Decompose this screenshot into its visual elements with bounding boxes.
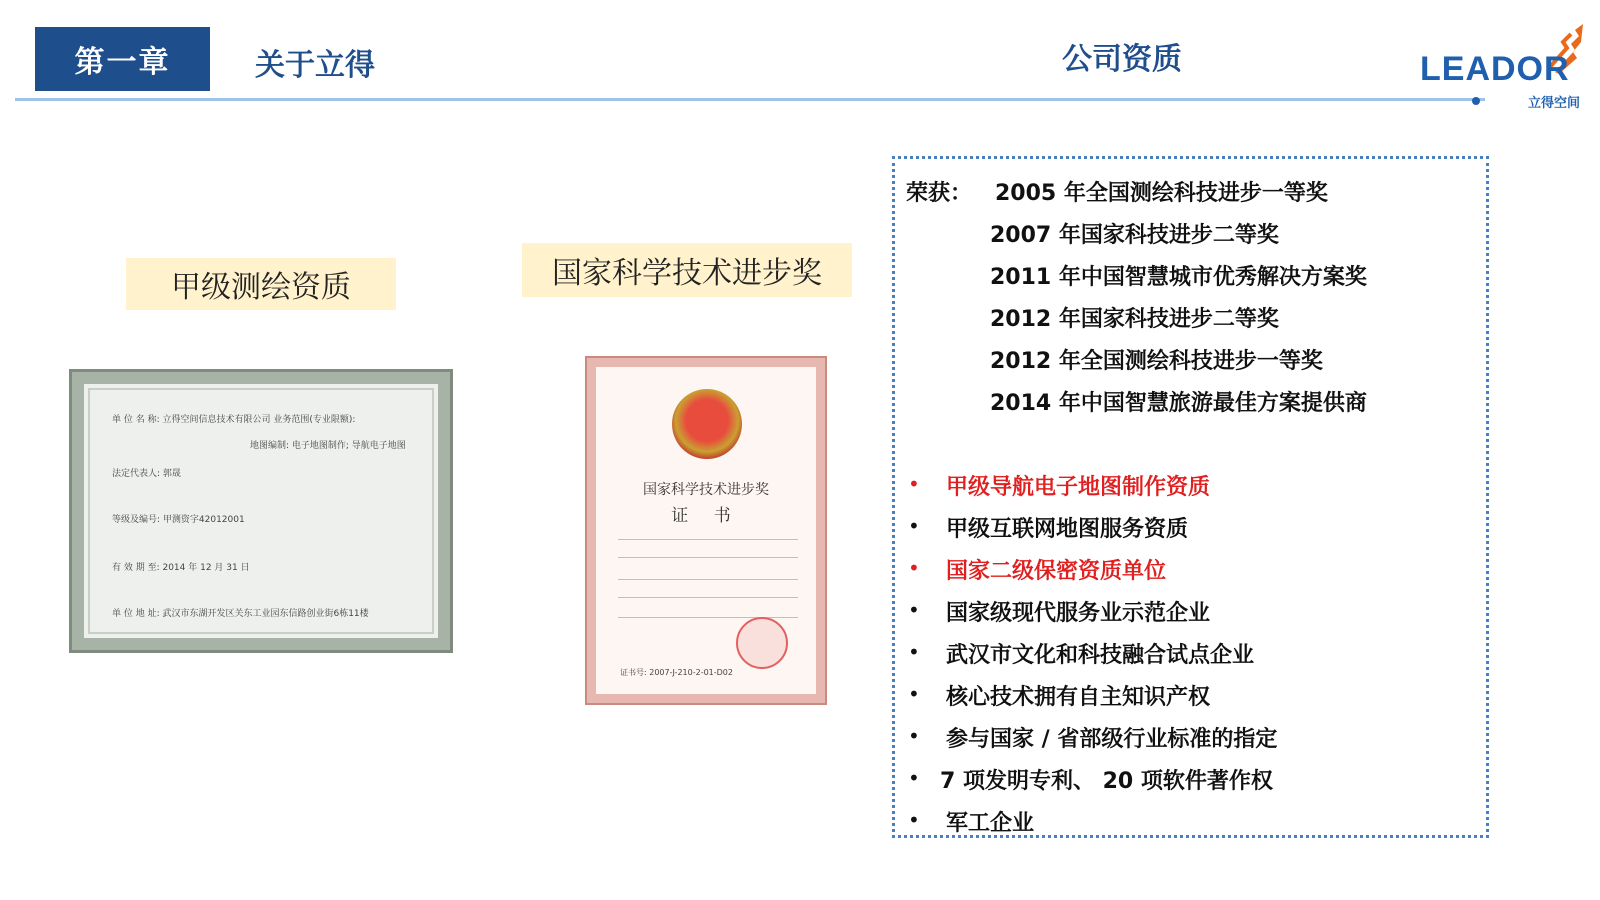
awards-prefix: 荣获： bbox=[906, 181, 973, 206]
page-title: 公司资质 bbox=[1062, 42, 1182, 77]
award-item: 2012 年全国测绘科技进步一等奖 bbox=[990, 349, 1323, 374]
science-award-label: 国家科学技术进步奖 bbox=[522, 243, 852, 297]
cert-a-row: 有 效 期 至: 2014 年 12 月 31 日 bbox=[112, 563, 250, 573]
bullet-icon: • bbox=[908, 682, 920, 706]
bullet-icon: • bbox=[908, 556, 920, 580]
cert-a-row: 法定代表人: 郭晟 bbox=[112, 469, 181, 479]
section-title: 关于立得 bbox=[255, 48, 375, 83]
cert-b-text-line bbox=[618, 539, 798, 540]
chapter-badge: 第一章 bbox=[35, 27, 210, 91]
cert-b-text-line bbox=[618, 579, 798, 580]
award-item: 2012 年国家科技进步二等奖 bbox=[990, 307, 1279, 332]
cert-b-number: 证书号: 2007-J-210-2-01-D02 bbox=[620, 668, 733, 677]
bullet-icon: • bbox=[908, 514, 920, 538]
cert-a-row: 单 位 名 称: 立得空间信息技术有限公司 业务范围(专业限额): bbox=[112, 415, 356, 425]
bullet-icon: • bbox=[908, 598, 920, 622]
bullet-icon: • bbox=[908, 472, 920, 496]
header-divider bbox=[15, 98, 1485, 101]
logo-text: LEADOR bbox=[1420, 50, 1570, 88]
qualification-item: 核心技术拥有自主知识产权 bbox=[946, 685, 1211, 710]
surveying-certificate-image bbox=[72, 372, 450, 650]
award-item: 2011 年中国智慧城市优秀解决方案奖 bbox=[990, 265, 1367, 290]
award-item: 2007 年国家科技进步二等奖 bbox=[990, 223, 1279, 248]
cert-b-text-line bbox=[618, 597, 798, 598]
qualification-item: 甲级导航电子地图制作资质 bbox=[946, 475, 1211, 500]
surveying-qualification-label: 甲级测绘资质 bbox=[126, 258, 396, 310]
logo-subtitle: 立得空间 bbox=[1527, 96, 1580, 111]
official-seal-icon bbox=[736, 617, 788, 669]
cert-a-row: 单 位 地 址: 武汉市东湖开发区关东工业园东信路创业街6栋11楼 bbox=[112, 609, 369, 619]
qualification-item: 7 项发明专利、 20 项软件著作权 bbox=[940, 769, 1273, 794]
cert-b-title: 国家科学技术进步奖 bbox=[643, 482, 769, 498]
cert-a-row: 等级及编号: 甲测资字42012001 bbox=[112, 515, 245, 525]
cert-a-row: 地图编制: 电子地图制作; 导航电子地图 bbox=[250, 441, 406, 451]
qualification-item: 国家级现代服务业示范企业 bbox=[946, 601, 1211, 626]
company-logo bbox=[1420, 22, 1590, 111]
qualification-item: 武汉市文化和科技融合试点企业 bbox=[946, 643, 1255, 668]
qualification-item: 国家二级保密资质单位 bbox=[946, 559, 1167, 584]
qualification-item: 军工企业 bbox=[946, 811, 1035, 836]
cert-b-subtitle: 证 书 bbox=[671, 506, 741, 526]
cert-b-text-line bbox=[618, 557, 798, 558]
bullet-icon: • bbox=[908, 640, 920, 664]
logo-dot bbox=[1472, 97, 1480, 105]
national-emblem-icon bbox=[672, 389, 742, 459]
bullet-icon: • bbox=[908, 808, 920, 832]
award-item: 2014 年中国智慧旅游最佳方案提供商 bbox=[990, 391, 1367, 416]
science-award-certificate-image bbox=[587, 358, 825, 703]
bullet-icon: • bbox=[908, 766, 920, 790]
bullet-icon: • bbox=[908, 724, 920, 748]
qualification-item: 参与国家 / 省部级行业标准的指定 bbox=[946, 727, 1278, 752]
qualification-item: 甲级互联网地图服务资质 bbox=[946, 517, 1189, 542]
award-item: 2005 年全国测绘科技进步一等奖 bbox=[995, 181, 1328, 206]
